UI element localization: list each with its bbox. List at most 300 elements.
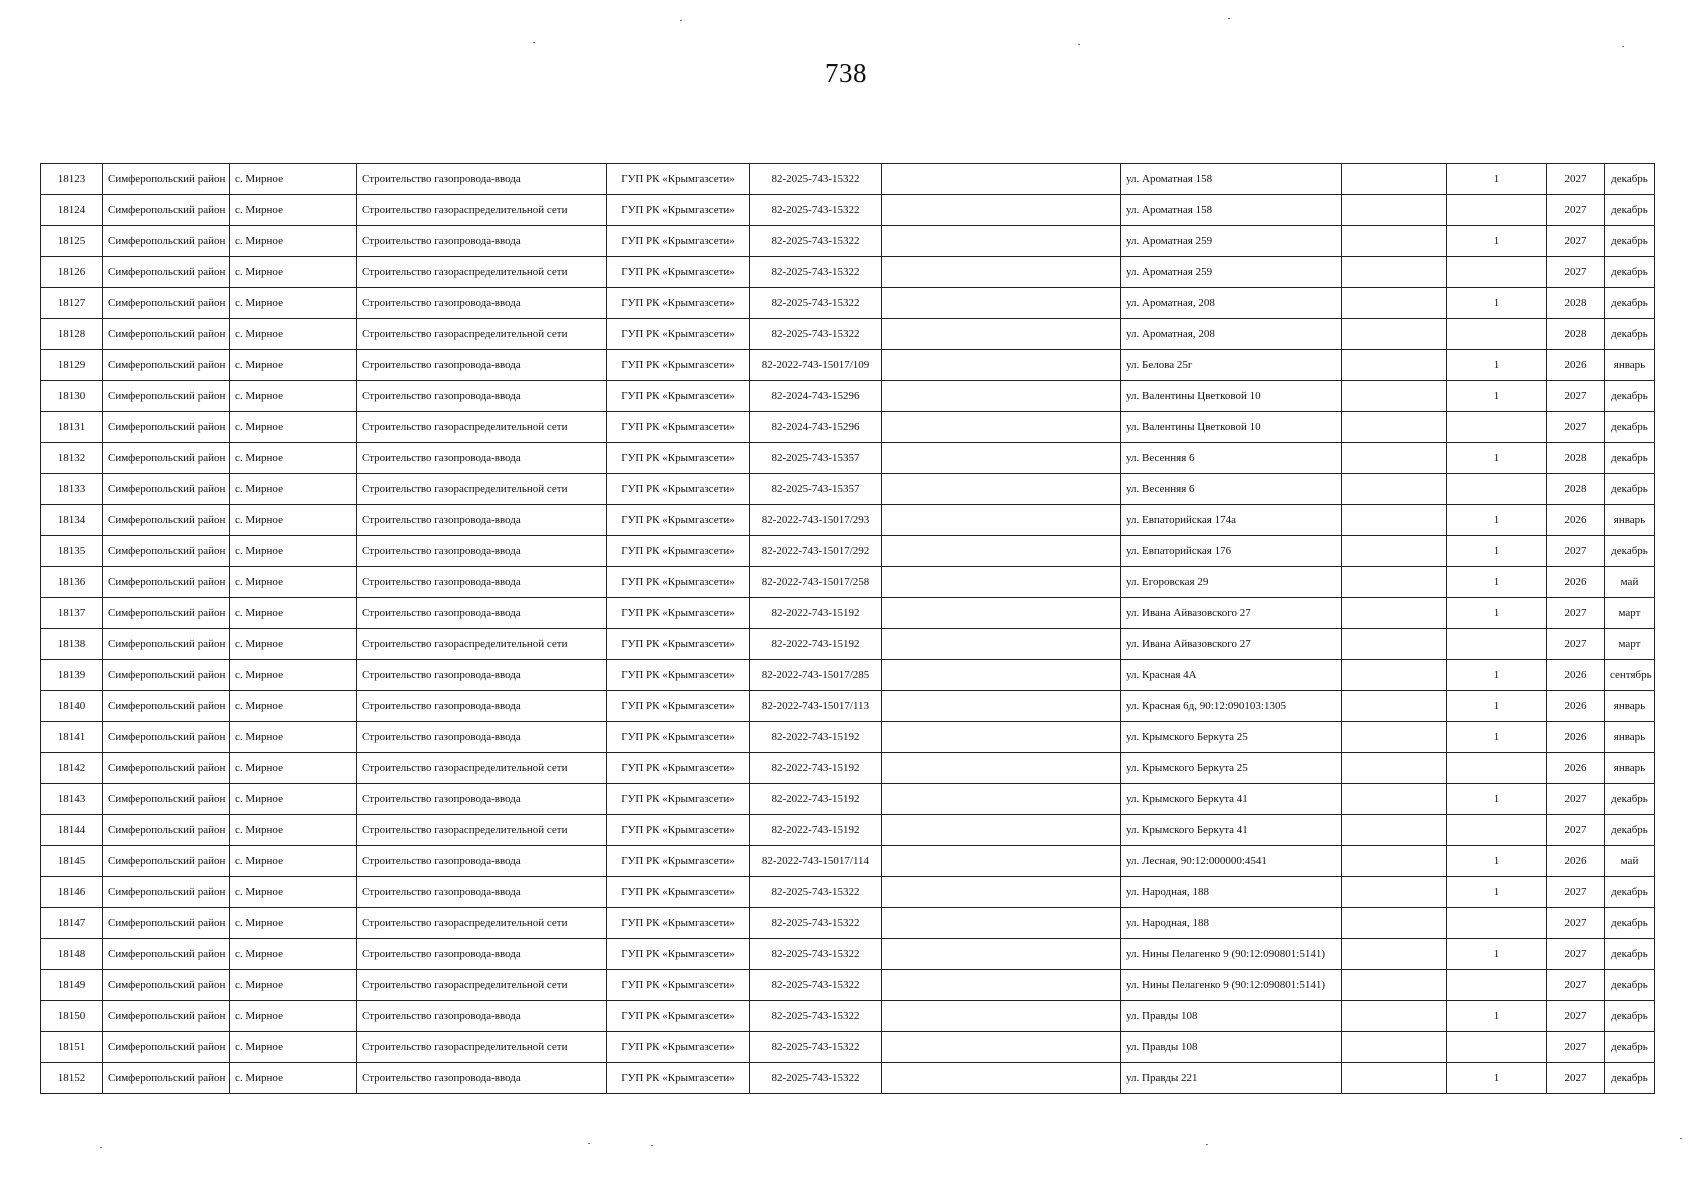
district-cell: Симферопольский район: [103, 319, 230, 350]
address-cell: ул. Весенняя 6: [1121, 474, 1342, 505]
row-number: 18125: [41, 226, 103, 257]
village-cell: с. Мирное: [230, 691, 357, 722]
address-cell: ул. Крымского Беркута 25: [1121, 722, 1342, 753]
village-cell: с. Мирное: [230, 660, 357, 691]
application-code-cell: 82-2022-743-15192: [750, 784, 882, 815]
village-cell: с. Мирное: [230, 443, 357, 474]
quantity-cell: 1: [1447, 598, 1547, 629]
organization-cell: ГУП РК «Крымгазсети»: [607, 784, 750, 815]
address-cell: ул. Валентины Цветковой 10: [1121, 412, 1342, 443]
organization-cell: ГУП РК «Крымгазсети»: [607, 660, 750, 691]
year-cell: 2027: [1547, 536, 1605, 567]
application-code-cell: 82-2025-743-15357: [750, 443, 882, 474]
village-cell: с. Мирное: [230, 505, 357, 536]
quantity-cell: [1447, 1032, 1547, 1063]
scan-speck: [1228, 18, 1230, 19]
application-code-cell: 82-2025-743-15322: [750, 1001, 882, 1032]
quantity-cell: 1: [1447, 443, 1547, 474]
month-cell: декабрь: [1605, 815, 1655, 846]
year-cell: 2027: [1547, 784, 1605, 815]
work-type-cell: Строительство газопровода-ввода: [357, 567, 607, 598]
row-number: 18148: [41, 939, 103, 970]
organization-cell: ГУП РК «Крымгазсети»: [607, 412, 750, 443]
organization-cell: ГУП РК «Крымгазсети»: [607, 908, 750, 939]
row-number: 18134: [41, 505, 103, 536]
district-cell: Симферопольский район: [103, 474, 230, 505]
organization-cell: ГУП РК «Крымгазсети»: [607, 505, 750, 536]
organization-cell: ГУП РК «Крымгазсети»: [607, 1001, 750, 1032]
organization-cell: ГУП РК «Крымгазсети»: [607, 629, 750, 660]
work-type-cell: Строительство газораспределительной сети: [357, 257, 607, 288]
table-row: [41, 1001, 1655, 1032]
work-type-cell: Строительство газопровода-ввода: [357, 288, 607, 319]
application-code-cell: 82-2022-743-15192: [750, 629, 882, 660]
quantity-cell: 1: [1447, 164, 1547, 195]
table-row: [41, 257, 1655, 288]
blank-cell: [1342, 567, 1447, 598]
table-row: [41, 288, 1655, 319]
organization-cell: ГУП РК «Крымгазсети»: [607, 443, 750, 474]
blank-cell: [1342, 970, 1447, 1001]
application-code-cell: 82-2022-743-15017/292: [750, 536, 882, 567]
quantity-cell: [1447, 319, 1547, 350]
blank-cell: [882, 443, 1121, 474]
blank-cell: [1342, 319, 1447, 350]
month-cell: январь: [1605, 691, 1655, 722]
quantity-cell: [1447, 257, 1547, 288]
blank-cell: [1342, 257, 1447, 288]
blank-cell: [882, 319, 1121, 350]
application-code-cell: 82-2025-743-15322: [750, 257, 882, 288]
address-cell: ул. Ароматная 259: [1121, 257, 1342, 288]
district-cell: Симферопольский район: [103, 784, 230, 815]
organization-cell: ГУП РК «Крымгазсети»: [607, 970, 750, 1001]
work-type-cell: Строительство газопровода-ввода: [357, 505, 607, 536]
village-cell: с. Мирное: [230, 288, 357, 319]
table-row: [41, 877, 1655, 908]
table-row: [41, 598, 1655, 629]
address-cell: ул. Народная, 188: [1121, 877, 1342, 908]
month-cell: декабрь: [1605, 288, 1655, 319]
district-cell: Симферопольский район: [103, 753, 230, 784]
application-code-cell: 82-2022-743-15017/258: [750, 567, 882, 598]
organization-cell: ГУП РК «Крымгазсети»: [607, 846, 750, 877]
table-row: [41, 846, 1655, 877]
organization-cell: ГУП РК «Крымгазсети»: [607, 195, 750, 226]
blank-cell: [1342, 195, 1447, 226]
district-cell: Симферопольский район: [103, 660, 230, 691]
work-type-cell: Строительство газопровода-ввода: [357, 784, 607, 815]
organization-cell: ГУП РК «Крымгазсети»: [607, 319, 750, 350]
blank-cell: [882, 877, 1121, 908]
district-cell: Симферопольский район: [103, 939, 230, 970]
blank-cell: [882, 350, 1121, 381]
work-type-cell: Строительство газораспределительной сети: [357, 970, 607, 1001]
address-cell: ул. Нины Пелагенко 9 (90:12:090801:5141): [1121, 939, 1342, 970]
table-row: [41, 722, 1655, 753]
address-cell: ул. Евпаторийская 176: [1121, 536, 1342, 567]
blank-cell: [882, 939, 1121, 970]
district-cell: Симферопольский район: [103, 691, 230, 722]
work-type-cell: Строительство газопровода-ввода: [357, 877, 607, 908]
district-cell: Симферопольский район: [103, 846, 230, 877]
year-cell: 2026: [1547, 846, 1605, 877]
district-cell: Симферопольский район: [103, 257, 230, 288]
organization-cell: ГУП РК «Крымгазсети»: [607, 536, 750, 567]
row-number: 18128: [41, 319, 103, 350]
quantity-cell: 1: [1447, 691, 1547, 722]
work-type-cell: Строительство газопровода-ввода: [357, 536, 607, 567]
row-number: 18144: [41, 815, 103, 846]
blank-cell: [1342, 536, 1447, 567]
address-cell: ул. Ароматная 158: [1121, 195, 1342, 226]
application-code-cell: 82-2022-743-15017/113: [750, 691, 882, 722]
address-cell: ул. Народная, 188: [1121, 908, 1342, 939]
organization-cell: ГУП РК «Крымгазсети»: [607, 164, 750, 195]
organization-cell: ГУП РК «Крымгазсети»: [607, 381, 750, 412]
organization-cell: ГУП РК «Крымгазсети»: [607, 567, 750, 598]
work-type-cell: Строительство газопровода-ввода: [357, 1001, 607, 1032]
blank-cell: [1342, 722, 1447, 753]
work-type-cell: Строительство газораспределительной сети: [357, 474, 607, 505]
blank-cell: [1342, 412, 1447, 443]
table-row: [41, 815, 1655, 846]
address-cell: ул. Нины Пелагенко 9 (90:12:090801:5141): [1121, 970, 1342, 1001]
blank-cell: [1342, 660, 1447, 691]
address-cell: ул. Крымского Беркута 41: [1121, 784, 1342, 815]
organization-cell: ГУП РК «Крымгазсети»: [607, 1063, 750, 1094]
application-code-cell: 82-2022-743-15017/109: [750, 350, 882, 381]
blank-cell: [1342, 939, 1447, 970]
district-cell: Симферопольский район: [103, 412, 230, 443]
address-cell: ул. Крымского Беркута 41: [1121, 815, 1342, 846]
month-cell: май: [1605, 567, 1655, 598]
work-type-cell: Строительство газопровода-ввода: [357, 598, 607, 629]
address-cell: ул. Правды 108: [1121, 1001, 1342, 1032]
table-row: [41, 753, 1655, 784]
work-type-cell: Строительство газораспределительной сети: [357, 908, 607, 939]
work-type-cell: Строительство газопровода-ввода: [357, 939, 607, 970]
month-cell: декабрь: [1605, 443, 1655, 474]
quantity-cell: 1: [1447, 784, 1547, 815]
month-cell: январь: [1605, 350, 1655, 381]
district-cell: Симферопольский район: [103, 629, 230, 660]
district-cell: Симферопольский район: [103, 1032, 230, 1063]
quantity-cell: 1: [1447, 722, 1547, 753]
quantity-cell: 1: [1447, 1063, 1547, 1094]
row-number: 18140: [41, 691, 103, 722]
application-code-cell: 82-2025-743-15322: [750, 877, 882, 908]
row-number: 18143: [41, 784, 103, 815]
blank-cell: [1342, 350, 1447, 381]
organization-cell: ГУП РК «Крымгазсети»: [607, 226, 750, 257]
month-cell: декабрь: [1605, 1001, 1655, 1032]
district-cell: Симферопольский район: [103, 598, 230, 629]
quantity-cell: [1447, 195, 1547, 226]
row-number: 18124: [41, 195, 103, 226]
work-type-cell: Строительство газопровода-ввода: [357, 350, 607, 381]
district-cell: Симферопольский район: [103, 1001, 230, 1032]
year-cell: 2026: [1547, 505, 1605, 536]
year-cell: 2026: [1547, 567, 1605, 598]
organization-cell: ГУП РК «Крымгазсети»: [607, 288, 750, 319]
year-cell: 2026: [1547, 691, 1605, 722]
row-number: 18136: [41, 567, 103, 598]
blank-cell: [1342, 908, 1447, 939]
address-cell: ул. Лесная, 90:12:000000:4541: [1121, 846, 1342, 877]
year-cell: 2028: [1547, 474, 1605, 505]
application-code-cell: 82-2025-743-15322: [750, 970, 882, 1001]
row-number: 18139: [41, 660, 103, 691]
quantity-cell: 1: [1447, 660, 1547, 691]
month-cell: декабрь: [1605, 1032, 1655, 1063]
year-cell: 2027: [1547, 1063, 1605, 1094]
village-cell: с. Мирное: [230, 722, 357, 753]
blank-cell: [882, 598, 1121, 629]
village-cell: с. Мирное: [230, 1063, 357, 1094]
table-row: [41, 505, 1655, 536]
row-number: 18129: [41, 350, 103, 381]
month-cell: декабрь: [1605, 877, 1655, 908]
village-cell: с. Мирное: [230, 1001, 357, 1032]
application-code-cell: 82-2025-743-15322: [750, 288, 882, 319]
row-number: 18137: [41, 598, 103, 629]
year-cell: 2027: [1547, 226, 1605, 257]
blank-cell: [1342, 815, 1447, 846]
organization-cell: ГУП РК «Крымгазсети»: [607, 257, 750, 288]
scan-speck: [533, 42, 535, 43]
quantity-cell: [1447, 753, 1547, 784]
year-cell: 2027: [1547, 815, 1605, 846]
month-cell: сентябрь: [1605, 660, 1655, 691]
address-cell: ул. Ароматная 158: [1121, 164, 1342, 195]
address-cell: ул. Правды 108: [1121, 1032, 1342, 1063]
row-number: 18126: [41, 257, 103, 288]
month-cell: декабрь: [1605, 195, 1655, 226]
blank-cell: [1342, 598, 1447, 629]
village-cell: с. Мирное: [230, 226, 357, 257]
work-type-cell: Строительство газораспределительной сети: [357, 815, 607, 846]
village-cell: с. Мирное: [230, 784, 357, 815]
blank-cell: [1342, 474, 1447, 505]
month-cell: декабрь: [1605, 412, 1655, 443]
month-cell: декабрь: [1605, 536, 1655, 567]
address-cell: ул. Ароматная 259: [1121, 226, 1342, 257]
blank-cell: [882, 629, 1121, 660]
scan-speck: [1622, 46, 1624, 47]
month-cell: январь: [1605, 505, 1655, 536]
scan-speck: [1206, 1144, 1208, 1145]
quantity-cell: 1: [1447, 877, 1547, 908]
district-cell: Симферопольский район: [103, 505, 230, 536]
quantity-cell: [1447, 474, 1547, 505]
row-number: 18142: [41, 753, 103, 784]
row-number: 18146: [41, 877, 103, 908]
month-cell: декабрь: [1605, 784, 1655, 815]
address-cell: ул. Валентины Цветковой 10: [1121, 381, 1342, 412]
application-code-cell: 82-2025-743-15322: [750, 195, 882, 226]
blank-cell: [882, 226, 1121, 257]
blank-cell: [882, 753, 1121, 784]
application-code-cell: 82-2022-743-15192: [750, 722, 882, 753]
scan-speck: [588, 1143, 590, 1144]
row-number: 18145: [41, 846, 103, 877]
blank-cell: [882, 195, 1121, 226]
blank-cell: [882, 722, 1121, 753]
row-number: 18151: [41, 1032, 103, 1063]
address-cell: ул. Егоровская 29: [1121, 567, 1342, 598]
application-code-cell: 82-2022-743-15017/114: [750, 846, 882, 877]
blank-cell: [1342, 784, 1447, 815]
table-row: [41, 1032, 1655, 1063]
organization-cell: ГУП РК «Крымгазсети»: [607, 474, 750, 505]
scan-speck: [680, 20, 682, 21]
year-cell: 2028: [1547, 288, 1605, 319]
quantity-cell: [1447, 970, 1547, 1001]
blank-cell: [882, 908, 1121, 939]
table-row: [41, 691, 1655, 722]
village-cell: с. Мирное: [230, 908, 357, 939]
blank-cell: [1342, 691, 1447, 722]
blank-cell: [882, 505, 1121, 536]
table-row: [41, 939, 1655, 970]
blank-cell: [882, 691, 1121, 722]
address-cell: ул. Крымского Беркута 25: [1121, 753, 1342, 784]
blank-cell: [882, 784, 1121, 815]
table-row: [41, 970, 1655, 1001]
district-cell: Симферопольский район: [103, 1063, 230, 1094]
village-cell: с. Мирное: [230, 815, 357, 846]
work-type-cell: Строительство газопровода-ввода: [357, 443, 607, 474]
organization-cell: ГУП РК «Крымгазсети»: [607, 598, 750, 629]
blank-cell: [882, 474, 1121, 505]
village-cell: с. Мирное: [230, 629, 357, 660]
blank-cell: [882, 257, 1121, 288]
page-number: 738: [825, 58, 867, 88]
application-code-cell: 82-2022-743-15017/285: [750, 660, 882, 691]
blank-cell: [1342, 846, 1447, 877]
application-code-cell: 82-2025-743-15322: [750, 1063, 882, 1094]
month-cell: декабрь: [1605, 319, 1655, 350]
blank-cell: [882, 567, 1121, 598]
work-type-cell: Строительство газопровода-ввода: [357, 691, 607, 722]
month-cell: декабрь: [1605, 381, 1655, 412]
organization-cell: ГУП РК «Крымгазсети»: [607, 1032, 750, 1063]
row-number: 18147: [41, 908, 103, 939]
blank-cell: [1342, 629, 1447, 660]
village-cell: с. Мирное: [230, 474, 357, 505]
application-code-cell: 82-2025-743-15322: [750, 1032, 882, 1063]
registry-table: [40, 163, 1655, 1094]
blank-cell: [882, 381, 1121, 412]
table-row: [41, 319, 1655, 350]
quantity-cell: 1: [1447, 381, 1547, 412]
quantity-cell: 1: [1447, 1001, 1547, 1032]
row-number: 18150: [41, 1001, 103, 1032]
year-cell: 2027: [1547, 1001, 1605, 1032]
blank-cell: [882, 164, 1121, 195]
quantity-cell: [1447, 815, 1547, 846]
quantity-cell: [1447, 908, 1547, 939]
month-cell: декабрь: [1605, 939, 1655, 970]
table-row: [41, 660, 1655, 691]
village-cell: с. Мирное: [230, 536, 357, 567]
year-cell: 2028: [1547, 319, 1605, 350]
month-cell: декабрь: [1605, 474, 1655, 505]
row-number: 18149: [41, 970, 103, 1001]
row-number: 18132: [41, 443, 103, 474]
blank-cell: [1342, 877, 1447, 908]
district-cell: Симферопольский район: [103, 722, 230, 753]
village-cell: с. Мирное: [230, 877, 357, 908]
year-cell: 2026: [1547, 753, 1605, 784]
district-cell: Симферопольский район: [103, 443, 230, 474]
month-cell: декабрь: [1605, 970, 1655, 1001]
month-cell: март: [1605, 598, 1655, 629]
year-cell: 2027: [1547, 908, 1605, 939]
year-cell: 2027: [1547, 1032, 1605, 1063]
address-cell: ул. Красная 4А: [1121, 660, 1342, 691]
blank-cell: [882, 815, 1121, 846]
table-row: [41, 164, 1655, 195]
application-code-cell: 82-2025-743-15322: [750, 319, 882, 350]
work-type-cell: Строительство газопровода-ввода: [357, 381, 607, 412]
blank-cell: [882, 660, 1121, 691]
work-type-cell: Строительство газораспределительной сети: [357, 629, 607, 660]
table-row: [41, 1063, 1655, 1094]
organization-cell: ГУП РК «Крымгазсети»: [607, 350, 750, 381]
blank-cell: [1342, 288, 1447, 319]
quantity-cell: 1: [1447, 226, 1547, 257]
table-row: [41, 350, 1655, 381]
year-cell: 2027: [1547, 257, 1605, 288]
blank-cell: [1342, 164, 1447, 195]
district-cell: Симферопольский район: [103, 536, 230, 567]
village-cell: с. Мирное: [230, 164, 357, 195]
address-cell: ул. Ароматная, 208: [1121, 319, 1342, 350]
quantity-cell: 1: [1447, 846, 1547, 877]
organization-cell: ГУП РК «Крымгазсети»: [607, 722, 750, 753]
scan-speck: [651, 1145, 653, 1146]
row-number: 18130: [41, 381, 103, 412]
district-cell: Симферопольский район: [103, 288, 230, 319]
district-cell: Симферопольский район: [103, 350, 230, 381]
year-cell: 2027: [1547, 164, 1605, 195]
year-cell: 2027: [1547, 877, 1605, 908]
district-cell: Симферопольский район: [103, 970, 230, 1001]
year-cell: 2027: [1547, 629, 1605, 660]
district-cell: Симферопольский район: [103, 164, 230, 195]
quantity-cell: 1: [1447, 505, 1547, 536]
application-code-cell: 82-2024-743-15296: [750, 412, 882, 443]
row-number: 18135: [41, 536, 103, 567]
address-cell: ул. Правды 221: [1121, 1063, 1342, 1094]
district-cell: Симферопольский район: [103, 877, 230, 908]
year-cell: 2026: [1547, 350, 1605, 381]
blank-cell: [882, 412, 1121, 443]
blank-cell: [1342, 753, 1447, 784]
village-cell: с. Мирное: [230, 567, 357, 598]
year-cell: 2027: [1547, 412, 1605, 443]
table-row: [41, 412, 1655, 443]
district-cell: Симферопольский район: [103, 908, 230, 939]
work-type-cell: Строительство газопровода-ввода: [357, 164, 607, 195]
application-code-cell: 82-2025-743-15322: [750, 164, 882, 195]
month-cell: декабрь: [1605, 164, 1655, 195]
work-type-cell: Строительство газораспределительной сети: [357, 1032, 607, 1063]
table-row: [41, 567, 1655, 598]
blank-cell: [1342, 381, 1447, 412]
